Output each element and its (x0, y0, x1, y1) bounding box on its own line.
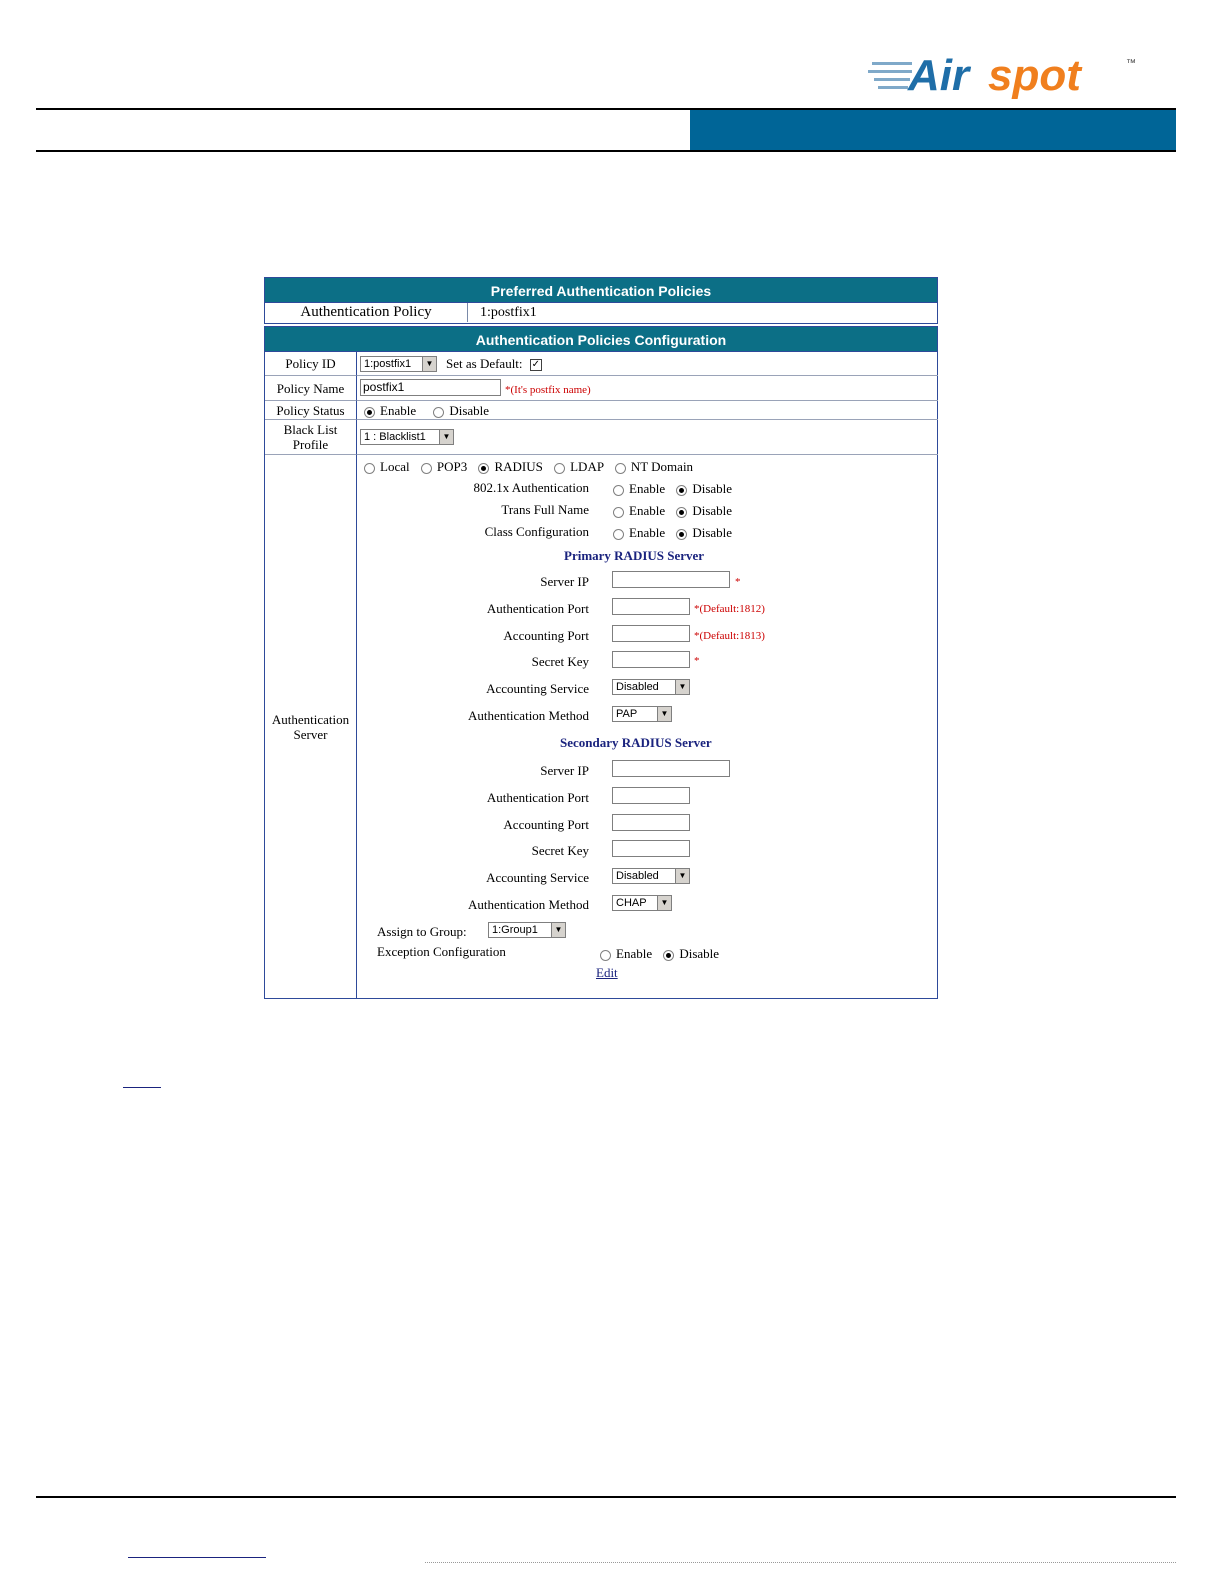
secondary-auth-method-select[interactable] (612, 895, 672, 911)
primary-acct-port-note: *(Default:1813) (694, 630, 765, 642)
blacklist-select[interactable] (360, 429, 454, 445)
primary-acct-service-row (357, 681, 589, 697)
row-divider (357, 400, 938, 401)
auth-type-radios (364, 459, 693, 475)
policy-status-radios (364, 403, 489, 419)
status-enable-radio[interactable] (364, 407, 375, 418)
primary-auth-port-note: *(Default:1812) (694, 603, 765, 615)
option-class-enable-label: Enable (629, 525, 666, 540)
chevron-down-icon: ▼ (422, 357, 436, 371)
option-transname-label: Trans Full Name (501, 502, 589, 517)
black-list-label-line2: Profile (292, 437, 329, 452)
set-default-label (446, 356, 542, 372)
auth-type-nt-label: NT Domain (630, 459, 694, 474)
secondary-auth-method-value: CHAP (616, 897, 647, 909)
header-blue-bar (690, 110, 1176, 150)
speed-lines-icon (868, 62, 912, 89)
secondary-ip-label: Server IP (540, 763, 589, 778)
option-8021x-disable-radio[interactable] (676, 485, 687, 496)
config-header: Authentication Policies Configuration (264, 326, 938, 352)
set-default-checkbox[interactable]: ✓ (531, 359, 540, 371)
footer-link-fragment[interactable] (128, 1557, 266, 1558)
chevron-down-icon: ▼ (657, 707, 671, 721)
option-class-disable-label: Disable (692, 525, 733, 540)
exception-edit-link[interactable]: Edit (596, 965, 618, 980)
secondary-acct-service-value: Disabled (616, 870, 659, 882)
assign-group-select[interactable] (488, 922, 566, 938)
primary-secret-label: Secret Key (531, 654, 589, 669)
option-8021x-disable-label: Disable (692, 481, 733, 496)
primary-ip-label: Server IP (540, 574, 589, 589)
policy-name-label: Policy Name (265, 376, 357, 401)
primary-ip-note: * (735, 576, 741, 588)
secondary-ip-input[interactable] (612, 760, 730, 777)
primary-auth-port-row (357, 601, 589, 617)
primary-radius-title: Primary RADIUS Server (564, 548, 705, 563)
secondary-acct-port-label: Accounting Port (503, 817, 589, 832)
preferred-policy-row (264, 303, 938, 324)
secondary-acct-service-select[interactable] (612, 868, 690, 884)
primary-acct-port-row (357, 628, 589, 644)
airspot-logo (868, 48, 1148, 104)
set-default-text: Set as Default: (446, 356, 523, 371)
status-enable-label: Enable (380, 403, 417, 418)
footer-rule (36, 1496, 1176, 1498)
primary-auth-method-row (357, 708, 589, 724)
option-transname-disable-label: Disable (692, 503, 733, 518)
exception-enable-radio[interactable] (600, 950, 611, 961)
row-divider (357, 454, 938, 455)
preferred-policy-label: Authentication Policy (265, 303, 468, 322)
exception-enable-label: Enable (616, 946, 653, 961)
policy-id-label: Policy ID (265, 352, 357, 376)
secondary-secret-input[interactable] (612, 840, 690, 857)
auth-type-ldap-radio[interactable] (554, 463, 565, 474)
option-transname-enable-radio[interactable] (613, 507, 624, 518)
primary-acct-service-label: Accounting Service (486, 681, 589, 696)
chevron-down-icon: ▼ (657, 896, 671, 910)
auth-server-label-line1: Authentication (271, 712, 350, 727)
config-grid (264, 352, 938, 999)
auth-type-nt-radio[interactable] (615, 463, 626, 474)
primary-acct-service-value: Disabled (616, 681, 659, 693)
primary-auth-port-input[interactable] (612, 598, 690, 615)
status-disable-radio[interactable] (433, 407, 444, 418)
row-divider (357, 419, 938, 420)
secondary-radius-title: Secondary RADIUS Server (560, 735, 712, 750)
primary-secret-note: * (694, 655, 700, 667)
policy-name-note: *(It's postfix name) (505, 384, 591, 396)
option-class-row (357, 524, 589, 540)
option-transname-disable-radio[interactable] (676, 507, 687, 518)
chevron-down-icon: ▼ (551, 923, 565, 937)
policy-id-value: 1:postfix1 (364, 358, 412, 370)
exception-disable-radio[interactable] (663, 950, 674, 961)
assign-group-value: 1:Group1 (492, 924, 538, 936)
auth-server-label (265, 455, 357, 999)
auth-type-radius-radio[interactable] (478, 463, 489, 474)
secondary-acct-service-label: Accounting Service (486, 870, 589, 885)
svg-text:Air: Air (908, 51, 970, 100)
auth-type-radius-label: RADIUS (494, 459, 543, 474)
policy-id-select[interactable] (360, 356, 437, 372)
underline-link-fragment[interactable] (123, 1087, 161, 1088)
primary-auth-method-value: PAP (616, 708, 638, 720)
auth-type-local-label: Local (380, 459, 410, 474)
option-8021x-radios (613, 481, 732, 497)
primary-ip-row (357, 574, 589, 590)
svg-text:™: ™ (1126, 58, 1136, 69)
black-list-label (265, 420, 357, 455)
primary-secret-row (357, 654, 589, 670)
secondary-secret-row (357, 843, 589, 859)
chevron-down-icon: ▼ (675, 869, 689, 883)
secondary-auth-port-row (357, 790, 589, 806)
secondary-ip-row (357, 763, 589, 779)
status-disable-label: Disable (449, 403, 490, 418)
exception-disable-label: Disable (679, 946, 720, 961)
exception-radios (600, 946, 719, 962)
auth-server-label-line2: Server (293, 727, 328, 742)
preferred-policy-value: 1:postfix1 (480, 305, 537, 320)
primary-auth-method-select[interactable] (612, 706, 672, 722)
primary-auth-port-label: Authentication Port (486, 601, 589, 616)
option-8021x-enable-label: Enable (629, 481, 666, 496)
policy-name-input[interactable]: postfix1 (360, 379, 501, 396)
option-class-label: Class Configuration (484, 524, 589, 539)
header-rule-bottom (36, 150, 1176, 152)
auth-type-pop3-label: POP3 (436, 459, 468, 474)
footer-dotted-line (425, 1562, 1176, 1564)
chevron-down-icon: ▼ (675, 680, 689, 694)
assign-group-label: Assign to Group: (377, 924, 467, 939)
auth-type-local-radio[interactable] (364, 463, 375, 474)
secondary-auth-method-row (357, 897, 589, 913)
auth-policy-panel (264, 277, 938, 999)
primary-auth-method-label: Authentication Method (468, 708, 589, 723)
exception-label: Exception Configuration (377, 944, 506, 959)
preferred-policies-header: Preferred Authentication Policies (264, 277, 938, 303)
policy-status-label: Policy Status (265, 401, 357, 420)
secondary-auth-method-label: Authentication Method (468, 897, 589, 912)
row-divider (357, 375, 938, 376)
option-8021x-enable-radio[interactable] (613, 485, 624, 496)
option-transname-row (357, 502, 589, 518)
primary-ip-input[interactable] (612, 571, 730, 588)
secondary-acct-port-input[interactable] (612, 814, 690, 831)
option-transname-enable-label: Enable (629, 503, 666, 518)
black-list-label-line1: Black List (283, 422, 338, 437)
option-class-enable-radio[interactable] (613, 529, 624, 540)
secondary-auth-port-label: Authentication Port (486, 790, 589, 805)
primary-acct-port-input[interactable] (612, 625, 690, 642)
auth-type-ldap-label: LDAP (570, 459, 604, 474)
blacklist-value: 1 : Blacklist1 (364, 431, 426, 443)
option-8021x-row (357, 480, 589, 496)
option-8021x-label: 802.1x Authentication (473, 480, 589, 495)
secondary-acct-service-row (357, 870, 589, 886)
secondary-acct-port-row (357, 817, 589, 833)
secondary-auth-port-input[interactable] (612, 787, 690, 804)
primary-acct-port-label: Accounting Port (503, 628, 589, 643)
auth-type-pop3-radio[interactable] (421, 463, 432, 474)
primary-secret-input[interactable] (612, 651, 690, 668)
svg-text:spot: spot (988, 51, 1081, 100)
option-class-disable-radio[interactable] (676, 529, 687, 540)
primary-acct-service-select[interactable] (612, 679, 690, 695)
secondary-secret-label: Secret Key (531, 843, 589, 858)
option-class-radios (613, 525, 732, 541)
chevron-down-icon: ▼ (439, 430, 453, 444)
option-transname-radios (613, 503, 732, 519)
